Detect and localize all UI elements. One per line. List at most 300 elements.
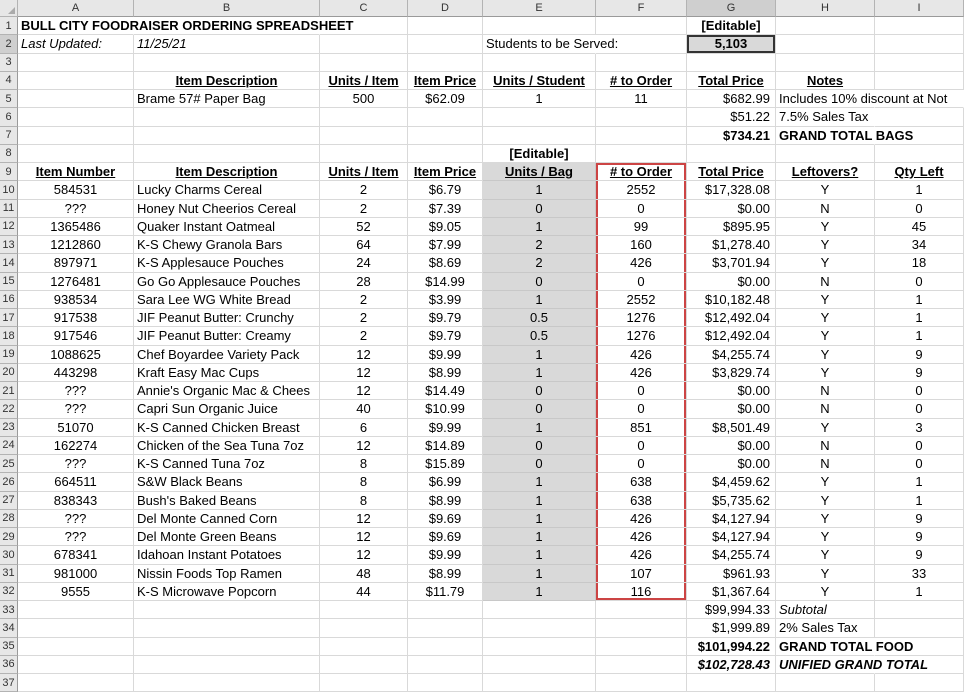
cell-I9[interactable]: Qty Left: [875, 163, 964, 181]
cell-D8[interactable]: [408, 145, 483, 163]
cell-E21[interactable]: 0: [483, 382, 596, 400]
cell-E2[interactable]: Students to be Served:: [483, 35, 596, 53]
cell-A8[interactable]: [18, 145, 134, 163]
cell-E15[interactable]: 0: [483, 273, 596, 291]
cell-I30[interactable]: 9: [875, 546, 964, 564]
cell-C36[interactable]: [320, 656, 408, 674]
column-header-F[interactable]: F: [596, 0, 687, 17]
cell-G6[interactable]: $51.22: [687, 108, 776, 126]
cell-G10[interactable]: $17,328.08: [687, 181, 776, 199]
cell-H2[interactable]: [776, 35, 875, 53]
cell-I11[interactable]: 0: [875, 200, 964, 218]
cell-A2[interactable]: Last Updated:: [18, 35, 134, 53]
cell-B33[interactable]: [134, 601, 320, 619]
cell-G25[interactable]: $0.00: [687, 455, 776, 473]
cell-I6[interactable]: [875, 108, 964, 126]
cell-E25[interactable]: 0: [483, 455, 596, 473]
cell-E10[interactable]: 1: [483, 181, 596, 199]
cell-C6[interactable]: [320, 108, 408, 126]
cell-F31[interactable]: 107: [596, 565, 687, 583]
cell-H4[interactable]: Notes: [776, 72, 875, 90]
cell-D13[interactable]: $7.99: [408, 236, 483, 254]
cell-F30[interactable]: 426: [596, 546, 687, 564]
cell-D28[interactable]: $9.69: [408, 510, 483, 528]
cell-C18[interactable]: 2: [320, 327, 408, 345]
cell-F22[interactable]: 0: [596, 400, 687, 418]
cell-F8[interactable]: [596, 145, 687, 163]
cell-G33[interactable]: $99,994.33: [687, 601, 776, 619]
cell-D23[interactable]: $9.99: [408, 419, 483, 437]
cell-C34[interactable]: [320, 619, 408, 637]
cell-H36[interactable]: UNIFIED GRAND TOTAL: [776, 656, 875, 674]
row-header-23[interactable]: 23: [0, 419, 18, 437]
cell-D25[interactable]: $15.89: [408, 455, 483, 473]
cell-A25[interactable]: ???: [18, 455, 134, 473]
cell-H23[interactable]: Y: [776, 419, 875, 437]
cell-F35[interactable]: [596, 638, 687, 656]
row-header-10[interactable]: 10: [0, 181, 18, 199]
cell-I4[interactable]: [875, 72, 964, 90]
cell-E36[interactable]: [483, 656, 596, 674]
cell-B30[interactable]: Idahoan Instant Potatoes: [134, 546, 320, 564]
cell-E12[interactable]: 1: [483, 218, 596, 236]
cell-I20[interactable]: 9: [875, 364, 964, 382]
cell-D21[interactable]: $14.49: [408, 382, 483, 400]
row-header-19[interactable]: 19: [0, 346, 18, 364]
cell-D4[interactable]: Item Price: [408, 72, 483, 90]
cell-H37[interactable]: [776, 674, 875, 692]
cell-D37[interactable]: [408, 674, 483, 692]
cell-A33[interactable]: [18, 601, 134, 619]
cell-I29[interactable]: 9: [875, 528, 964, 546]
cell-I34[interactable]: [875, 619, 964, 637]
column-header-D[interactable]: D: [408, 0, 483, 17]
cell-E28[interactable]: 1: [483, 510, 596, 528]
cell-D36[interactable]: [408, 656, 483, 674]
cell-A29[interactable]: ???: [18, 528, 134, 546]
row-header-31[interactable]: 31: [0, 565, 18, 583]
cell-G15[interactable]: $0.00: [687, 273, 776, 291]
row-header-32[interactable]: 32: [0, 583, 18, 601]
cell-A31[interactable]: 981000: [18, 565, 134, 583]
cell-I24[interactable]: 0: [875, 437, 964, 455]
cell-B15[interactable]: Go Go Applesauce Pouches: [134, 273, 320, 291]
column-header-H[interactable]: H: [776, 0, 875, 17]
cell-I3[interactable]: [875, 54, 964, 72]
row-header-30[interactable]: 30: [0, 546, 18, 564]
row-header-35[interactable]: 35: [0, 638, 18, 656]
cell-C2[interactable]: [320, 35, 408, 53]
cell-D14[interactable]: $8.69: [408, 254, 483, 272]
cell-I8[interactable]: [875, 145, 964, 163]
cell-G11[interactable]: $0.00: [687, 200, 776, 218]
cell-B24[interactable]: Chicken of the Sea Tuna 7oz: [134, 437, 320, 455]
row-header-18[interactable]: 18: [0, 327, 18, 345]
column-header-C[interactable]: C: [320, 0, 408, 17]
cell-E7[interactable]: [483, 127, 596, 145]
cell-E5[interactable]: 1: [483, 90, 596, 108]
cell-B14[interactable]: K-S Applesauce Pouches: [134, 254, 320, 272]
cell-C35[interactable]: [320, 638, 408, 656]
cell-B25[interactable]: K-S Canned Tuna 7oz: [134, 455, 320, 473]
row-header-5[interactable]: 5: [0, 90, 18, 108]
cell-C17[interactable]: 2: [320, 309, 408, 327]
cell-C20[interactable]: 12: [320, 364, 408, 382]
row-header-8[interactable]: 8: [0, 145, 18, 163]
cell-B27[interactable]: Bush's Baked Beans: [134, 492, 320, 510]
cell-F24[interactable]: 0: [596, 437, 687, 455]
cell-G36[interactable]: $102,728.43: [687, 656, 776, 674]
cell-F16[interactable]: 2552: [596, 291, 687, 309]
cell-H14[interactable]: Y: [776, 254, 875, 272]
cell-D7[interactable]: [408, 127, 483, 145]
cell-F36[interactable]: [596, 656, 687, 674]
cell-H32[interactable]: Y: [776, 583, 875, 601]
column-header-A[interactable]: A: [18, 0, 134, 17]
cell-H28[interactable]: Y: [776, 510, 875, 528]
cell-H16[interactable]: Y: [776, 291, 875, 309]
cell-E4[interactable]: Units / Student: [483, 72, 596, 90]
cell-A21[interactable]: ???: [18, 382, 134, 400]
cell-F11[interactable]: 0: [596, 200, 687, 218]
row-header-2[interactable]: 2: [0, 35, 18, 53]
cell-I2[interactable]: [875, 35, 964, 53]
cell-D6[interactable]: [408, 108, 483, 126]
row-header-16[interactable]: 16: [0, 291, 18, 309]
cell-B17[interactable]: JIF Peanut Butter: Crunchy: [134, 309, 320, 327]
cell-I12[interactable]: 45: [875, 218, 964, 236]
cell-B34[interactable]: [134, 619, 320, 637]
cell-D19[interactable]: $9.99: [408, 346, 483, 364]
cell-H18[interactable]: Y: [776, 327, 875, 345]
cell-I19[interactable]: 9: [875, 346, 964, 364]
row-header-1[interactable]: 1: [0, 17, 18, 35]
cell-H25[interactable]: N: [776, 455, 875, 473]
cell-C22[interactable]: 40: [320, 400, 408, 418]
cell-E20[interactable]: 1: [483, 364, 596, 382]
cell-F18[interactable]: 1276: [596, 327, 687, 345]
cell-F14[interactable]: 426: [596, 254, 687, 272]
cell-H7[interactable]: GRAND TOTAL BAGS: [776, 127, 875, 145]
cell-E18[interactable]: 0.5: [483, 327, 596, 345]
cell-A10[interactable]: 584531: [18, 181, 134, 199]
cell-H30[interactable]: Y: [776, 546, 875, 564]
row-header-9[interactable]: 9: [0, 163, 18, 181]
cell-F12[interactable]: 99: [596, 218, 687, 236]
cell-E34[interactable]: [483, 619, 596, 637]
column-header-G[interactable]: G: [687, 0, 776, 17]
cell-C26[interactable]: 8: [320, 473, 408, 491]
cell-E30[interactable]: 1: [483, 546, 596, 564]
cell-E32[interactable]: 1: [483, 583, 596, 601]
cell-B19[interactable]: Chef Boyardee Variety Pack: [134, 346, 320, 364]
cell-E22[interactable]: 0: [483, 400, 596, 418]
cell-C19[interactable]: 12: [320, 346, 408, 364]
cell-A13[interactable]: 1212860: [18, 236, 134, 254]
cell-A6[interactable]: [18, 108, 134, 126]
cell-D26[interactable]: $6.99: [408, 473, 483, 491]
row-header-20[interactable]: 20: [0, 364, 18, 382]
cell-D20[interactable]: $8.99: [408, 364, 483, 382]
cell-C7[interactable]: [320, 127, 408, 145]
row-header-15[interactable]: 15: [0, 273, 18, 291]
cell-E37[interactable]: [483, 674, 596, 692]
cell-B18[interactable]: JIF Peanut Butter: Creamy: [134, 327, 320, 345]
cell-B16[interactable]: Sara Lee WG White Bread: [134, 291, 320, 309]
cell-C14[interactable]: 24: [320, 254, 408, 272]
cell-E19[interactable]: 1: [483, 346, 596, 364]
cell-A35[interactable]: [18, 638, 134, 656]
cell-E26[interactable]: 1: [483, 473, 596, 491]
cell-G29[interactable]: $4,127.94: [687, 528, 776, 546]
row-header-33[interactable]: 33: [0, 601, 18, 619]
cell-A14[interactable]: 897971: [18, 254, 134, 272]
cell-E9[interactable]: Units / Bag: [483, 163, 596, 181]
cell-F20[interactable]: 426: [596, 364, 687, 382]
cell-E1[interactable]: [483, 17, 596, 35]
row-header-37[interactable]: 37: [0, 674, 18, 692]
cell-H22[interactable]: N: [776, 400, 875, 418]
cell-C10[interactable]: 2: [320, 181, 408, 199]
row-header-13[interactable]: 13: [0, 236, 18, 254]
cell-G23[interactable]: $8,501.49: [687, 419, 776, 437]
cell-I16[interactable]: 1: [875, 291, 964, 309]
cell-A18[interactable]: 917546: [18, 327, 134, 345]
cell-G34[interactable]: $1,999.89: [687, 619, 776, 637]
cell-F4[interactable]: # to Order: [596, 72, 687, 90]
cell-A27[interactable]: 838343: [18, 492, 134, 510]
cell-H13[interactable]: Y: [776, 236, 875, 254]
cell-A28[interactable]: ???: [18, 510, 134, 528]
cell-I14[interactable]: 18: [875, 254, 964, 272]
cell-A9[interactable]: Item Number: [18, 163, 134, 181]
cell-F3[interactable]: [596, 54, 687, 72]
cell-A20[interactable]: 443298: [18, 364, 134, 382]
row-header-28[interactable]: 28: [0, 510, 18, 528]
cell-B37[interactable]: [134, 674, 320, 692]
cell-F25[interactable]: 0: [596, 455, 687, 473]
cell-G22[interactable]: $0.00: [687, 400, 776, 418]
cell-I26[interactable]: 1: [875, 473, 964, 491]
cell-E33[interactable]: [483, 601, 596, 619]
row-header-14[interactable]: 14: [0, 254, 18, 272]
cell-E14[interactable]: 2: [483, 254, 596, 272]
cell-E13[interactable]: 2: [483, 236, 596, 254]
cell-G17[interactable]: $12,492.04: [687, 309, 776, 327]
cell-B4[interactable]: Item Description: [134, 72, 320, 90]
cell-C37[interactable]: [320, 674, 408, 692]
cell-C8[interactable]: [320, 145, 408, 163]
row-header-4[interactable]: 4: [0, 72, 18, 90]
cell-A4[interactable]: [18, 72, 134, 90]
cell-F7[interactable]: [596, 127, 687, 145]
cell-G16[interactable]: $10,182.48: [687, 291, 776, 309]
cell-A5[interactable]: [18, 90, 134, 108]
cell-D22[interactable]: $10.99: [408, 400, 483, 418]
cell-G37[interactable]: [687, 674, 776, 692]
cell-G18[interactable]: $12,492.04: [687, 327, 776, 345]
cell-G9[interactable]: Total Price: [687, 163, 776, 181]
cell-H20[interactable]: Y: [776, 364, 875, 382]
cell-B29[interactable]: Del Monte Green Beans: [134, 528, 320, 546]
cell-A12[interactable]: 1365486: [18, 218, 134, 236]
cell-C32[interactable]: 44: [320, 583, 408, 601]
cell-A34[interactable]: [18, 619, 134, 637]
cell-H24[interactable]: N: [776, 437, 875, 455]
cell-H21[interactable]: N: [776, 382, 875, 400]
cell-A16[interactable]: 938534: [18, 291, 134, 309]
cell-A11[interactable]: ???: [18, 200, 134, 218]
cell-I1[interactable]: [875, 17, 964, 35]
cell-H8[interactable]: [776, 145, 875, 163]
cell-I18[interactable]: 1: [875, 327, 964, 345]
row-header-11[interactable]: 11: [0, 200, 18, 218]
cell-F29[interactable]: 426: [596, 528, 687, 546]
row-header-17[interactable]: 17: [0, 309, 18, 327]
cell-B8[interactable]: [134, 145, 320, 163]
cell-G5[interactable]: $682.99: [687, 90, 776, 108]
cell-D12[interactable]: $9.05: [408, 218, 483, 236]
cell-B11[interactable]: Honey Nut Cheerios Cereal: [134, 200, 320, 218]
row-header-21[interactable]: 21: [0, 382, 18, 400]
cell-G20[interactable]: $3,829.74: [687, 364, 776, 382]
cell-G13[interactable]: $1,278.40: [687, 236, 776, 254]
cell-B35[interactable]: [134, 638, 320, 656]
cell-G3[interactable]: [687, 54, 776, 72]
cell-F28[interactable]: 426: [596, 510, 687, 528]
cell-F32[interactable]: 116: [596, 583, 687, 601]
cell-I10[interactable]: 1: [875, 181, 964, 199]
cell-H27[interactable]: Y: [776, 492, 875, 510]
cell-C15[interactable]: 28: [320, 273, 408, 291]
row-header-29[interactable]: 29: [0, 528, 18, 546]
row-header-34[interactable]: 34: [0, 619, 18, 637]
cell-C16[interactable]: 2: [320, 291, 408, 309]
cell-D2[interactable]: [408, 35, 483, 53]
cell-B26[interactable]: S&W Black Beans: [134, 473, 320, 491]
cell-I17[interactable]: 1: [875, 309, 964, 327]
cell-G14[interactable]: $3,701.94: [687, 254, 776, 272]
cell-H1[interactable]: [776, 17, 875, 35]
cell-I27[interactable]: 1: [875, 492, 964, 510]
cell-H26[interactable]: Y: [776, 473, 875, 491]
cell-C25[interactable]: 8: [320, 455, 408, 473]
cell-I28[interactable]: 9: [875, 510, 964, 528]
cell-A17[interactable]: 917538: [18, 309, 134, 327]
cell-C12[interactable]: 52: [320, 218, 408, 236]
cell-E8[interactable]: [Editable]: [483, 145, 596, 163]
cell-D18[interactable]: $9.79: [408, 327, 483, 345]
cell-H12[interactable]: Y: [776, 218, 875, 236]
cell-D32[interactable]: $11.79: [408, 583, 483, 601]
column-header-B[interactable]: B: [134, 0, 320, 17]
cell-G4[interactable]: Total Price: [687, 72, 776, 90]
cell-G21[interactable]: $0.00: [687, 382, 776, 400]
cell-E24[interactable]: 0: [483, 437, 596, 455]
row-header-36[interactable]: 36: [0, 656, 18, 674]
cell-A3[interactable]: [18, 54, 134, 72]
cell-H9[interactable]: Leftovers?: [776, 163, 875, 181]
cell-D29[interactable]: $9.69: [408, 528, 483, 546]
cell-D16[interactable]: $3.99: [408, 291, 483, 309]
cell-I31[interactable]: 33: [875, 565, 964, 583]
cell-D9[interactable]: Item Price: [408, 163, 483, 181]
cell-C11[interactable]: 2: [320, 200, 408, 218]
row-header-25[interactable]: 25: [0, 455, 18, 473]
cell-D30[interactable]: $9.99: [408, 546, 483, 564]
cell-B12[interactable]: Quaker Instant Oatmeal: [134, 218, 320, 236]
cell-D1[interactable]: [408, 17, 483, 35]
cell-F19[interactable]: 426: [596, 346, 687, 364]
cell-G1[interactable]: [Editable]: [687, 17, 776, 35]
cell-H5[interactable]: Includes 10% discount at Not: [776, 90, 875, 108]
cell-C29[interactable]: 12: [320, 528, 408, 546]
cell-B13[interactable]: K-S Chewy Granola Bars: [134, 236, 320, 254]
cell-E27[interactable]: 1: [483, 492, 596, 510]
cell-H11[interactable]: N: [776, 200, 875, 218]
column-header-E[interactable]: E: [483, 0, 596, 17]
cell-D24[interactable]: $14.89: [408, 437, 483, 455]
cell-F27[interactable]: 638: [596, 492, 687, 510]
cell-F21[interactable]: 0: [596, 382, 687, 400]
cell-I37[interactable]: [875, 674, 964, 692]
cell-G26[interactable]: $4,459.62: [687, 473, 776, 491]
cell-E35[interactable]: [483, 638, 596, 656]
cell-G2[interactable]: 5,103: [687, 35, 776, 53]
cell-E16[interactable]: 1: [483, 291, 596, 309]
cell-F17[interactable]: 1276: [596, 309, 687, 327]
cell-H6[interactable]: 7.5% Sales Tax: [776, 108, 875, 126]
cell-D3[interactable]: [408, 54, 483, 72]
cell-D35[interactable]: [408, 638, 483, 656]
cell-A1[interactable]: BULL CITY FOODRAISER ORDERING SPREADSHEET: [18, 17, 134, 35]
cell-G8[interactable]: [687, 145, 776, 163]
cell-I15[interactable]: 0: [875, 273, 964, 291]
cell-D11[interactable]: $7.39: [408, 200, 483, 218]
cell-D33[interactable]: [408, 601, 483, 619]
cell-B31[interactable]: Nissin Foods Top Ramen: [134, 565, 320, 583]
cell-A19[interactable]: 1088625: [18, 346, 134, 364]
cell-C21[interactable]: 12: [320, 382, 408, 400]
cell-F5[interactable]: 11: [596, 90, 687, 108]
row-header-26[interactable]: 26: [0, 473, 18, 491]
cell-E29[interactable]: 1: [483, 528, 596, 546]
cell-G32[interactable]: $1,367.64: [687, 583, 776, 601]
cell-C13[interactable]: 64: [320, 236, 408, 254]
cell-A7[interactable]: [18, 127, 134, 145]
cell-E23[interactable]: 1: [483, 419, 596, 437]
cell-H10[interactable]: Y: [776, 181, 875, 199]
cell-G28[interactable]: $4,127.94: [687, 510, 776, 528]
cell-E6[interactable]: [483, 108, 596, 126]
cell-A26[interactable]: 664511: [18, 473, 134, 491]
row-header-24[interactable]: 24: [0, 437, 18, 455]
cell-A24[interactable]: 162274: [18, 437, 134, 455]
cell-B20[interactable]: Kraft Easy Mac Cups: [134, 364, 320, 382]
cell-I33[interactable]: [875, 601, 964, 619]
cell-H33[interactable]: Subtotal: [776, 601, 875, 619]
cell-I32[interactable]: 1: [875, 583, 964, 601]
row-header-12[interactable]: 12: [0, 218, 18, 236]
cell-F34[interactable]: [596, 619, 687, 637]
cell-I22[interactable]: 0: [875, 400, 964, 418]
cell-G7[interactable]: $734.21: [687, 127, 776, 145]
cell-C23[interactable]: 6: [320, 419, 408, 437]
cell-D15[interactable]: $14.99: [408, 273, 483, 291]
cell-I23[interactable]: 3: [875, 419, 964, 437]
cell-E31[interactable]: 1: [483, 565, 596, 583]
cell-B2[interactable]: 11/25/21: [134, 35, 320, 53]
